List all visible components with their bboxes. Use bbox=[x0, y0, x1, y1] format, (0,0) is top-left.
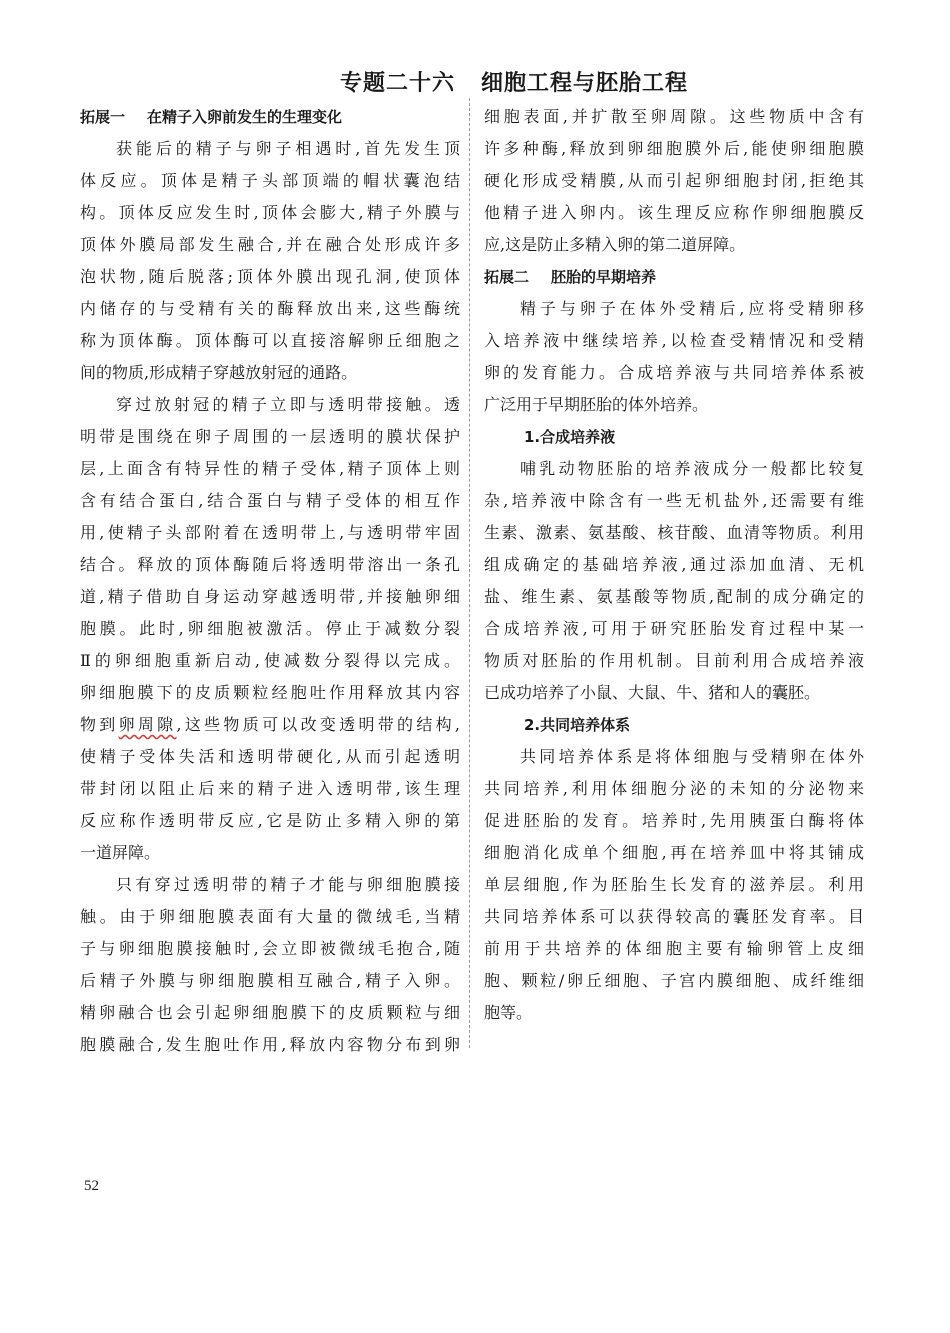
text-line: 精卵融合也会引起卵细胞膜下的皮质颗粒与细 bbox=[80, 1003, 460, 1022]
text-line: 杂,培养液中除含有一些无机盐外,还需要有维 bbox=[484, 491, 864, 510]
section-title: 在精子入卵前发生的生理变化 bbox=[147, 108, 343, 126]
left-column bbox=[80, 101, 460, 1061]
text-line: 用,使精子头部附着在透明带上,与透明带牢固 bbox=[80, 523, 460, 542]
text-line: 胞膜。此时,卵细胞被激活。停止于减数分裂 bbox=[80, 619, 460, 638]
text-line: 结合。释放的顶体酶随后将透明带溶出一条孔 bbox=[80, 555, 460, 574]
text-line: 后精子外膜与卵细胞膜相互融合,精子入卵。 bbox=[80, 971, 460, 990]
text-line: Ⅱ的卵细胞重新启动,使减数分裂得以完成。 bbox=[80, 651, 460, 670]
subheading-1: 1.合成培养液 bbox=[524, 428, 616, 446]
column-divider bbox=[469, 98, 470, 1048]
text-line bbox=[80, 709, 460, 741]
text-line: 带封闭以阻止后来的精子进入透明带,该生理 bbox=[80, 779, 460, 798]
text-line: 广泛用于早期胚胎的体外培养。 bbox=[484, 395, 709, 414]
text-line: 硬化形成受精膜,从而引起卵细胞封闭,拒绝其 bbox=[484, 171, 864, 190]
page-number: 52 bbox=[84, 1178, 99, 1194]
text-line: 卵的发育能力。合成培养液与共同培养体系被 bbox=[484, 363, 864, 382]
text-line: 共同培养体系可以获得较高的囊胚发育率。目 bbox=[484, 907, 864, 926]
text-line: 生素、激素、氨基酸、核苷酸、血清等物质。利用 bbox=[484, 523, 864, 542]
topic-number: 专题二十六 bbox=[340, 71, 456, 96]
text-line: 道,精子借助自身运动穿越透明带,并接触卵细 bbox=[80, 587, 460, 606]
text-line: 盐、维生素、氨基酸等物质,配制的成分确定的 bbox=[484, 587, 864, 606]
text-line: 顶体外膜局部发生融合,并在融合处形成许多 bbox=[80, 235, 460, 254]
text-line: 他精子进入卵内。该生理反应称作卵细胞膜反 bbox=[484, 203, 864, 222]
text-line: 单层细胞,作为胚胎生长发育的滋养层。利用 bbox=[484, 875, 864, 894]
text-line: 称为顶体酶。顶体酶可以直接溶解卵丘细胞之 bbox=[80, 331, 460, 350]
text-fragment: 物到 bbox=[80, 715, 119, 734]
section-label: 拓展一 bbox=[80, 108, 126, 126]
right-column bbox=[484, 101, 864, 1029]
text-line: 穿过放射冠的精子立即与透明带接触。透 bbox=[116, 395, 460, 414]
text-line: 胞膜融合,发生胞吐作用,释放内容物分布到卵 bbox=[80, 1035, 460, 1054]
text-line: 子与卵细胞膜接触时,会立即被微绒毛抱合,随 bbox=[80, 939, 460, 958]
text-line: 一道屏障。 bbox=[80, 843, 161, 862]
text-line: 物质对胚胎的作用机制。目前利用合成培养液 bbox=[484, 651, 864, 670]
text-line: 细胞表面,并扩散至卵周隙。这些物质中含有 bbox=[484, 107, 864, 126]
text-line: 只有穿过透明带的精子才能与卵细胞膜接 bbox=[116, 875, 460, 894]
text-fragment: ,这些物质可以改变透明带的结构, bbox=[176, 715, 460, 734]
text-line: 层,上面含有特异性的精子受体,精子顶体上则 bbox=[80, 459, 460, 478]
text-line: 含有结合蛋白,结合蛋白与精子受体的相互作 bbox=[80, 491, 460, 510]
marked-term: 卵周隙 bbox=[118, 715, 177, 734]
page-title bbox=[340, 66, 760, 97]
text-line: 间的物质,形成精子穿越放射冠的通路。 bbox=[80, 363, 358, 382]
section-title: 胚胎的早期培养 bbox=[551, 268, 657, 286]
text-line: 内储存的与受精有关的酶释放出来,这些酶统 bbox=[80, 299, 460, 318]
subheading-2: 2.共同培养体系 bbox=[524, 716, 631, 734]
text-line: 细胞消化成单个细胞,再在培养皿中将其铺成 bbox=[484, 843, 864, 862]
text-line: 获能后的精子与卵子相遇时,首先发生顶 bbox=[116, 139, 460, 158]
topic-name: 细胞工程与胚胎工程 bbox=[481, 71, 689, 96]
text-line: 许多种酶,释放到卵细胞膜外后,能使卵细胞膜 bbox=[484, 139, 864, 158]
text-line: 共同培养,利用体细胞分泌的未知的分泌物来 bbox=[484, 779, 864, 798]
text-line: 入培养液中继续培养,以检查受精情况和受精 bbox=[484, 331, 864, 350]
text-line: 应,这是防止多精入卵的第二道屏障。 bbox=[484, 235, 746, 254]
text-line: 促进胚胎的发育。培养时,先用胰蛋白酶将体 bbox=[484, 811, 864, 830]
text-line: 组成确定的基础培养液,通过添加血清、无机 bbox=[484, 555, 864, 574]
text-line: 卵细胞膜下的皮质颗粒经胞吐作用释放其内容 bbox=[80, 683, 460, 702]
text-line: 共同培养体系是将体细胞与受精卵在体外 bbox=[520, 747, 864, 766]
text-line: 精子与卵子在体外受精后,应将受精卵移 bbox=[520, 299, 864, 318]
text-line: 构。顶体反应发生时,顶体会膨大,精子外膜与 bbox=[80, 203, 460, 222]
text-line: 触。由于卵细胞膜表面有大量的微绒毛,当精 bbox=[80, 907, 460, 926]
text-line: 体反应。顶体是精子头部顶端的帽状囊泡结 bbox=[80, 171, 460, 190]
text-line: 反应称作透明带反应,它是防止多精入卵的第 bbox=[80, 811, 460, 830]
section-heading-2 bbox=[484, 261, 864, 293]
text-line: 已成功培养了小鼠、大鼠、牛、猪和人的囊胚。 bbox=[484, 683, 821, 702]
text-line: 泡状物,随后脱落;顶体外膜出现孔洞,使顶体 bbox=[80, 267, 460, 286]
text-line: 明带是围绕在卵子周围的一层透明的膜状保护 bbox=[80, 427, 460, 446]
text-line: 前用于共培养的体细胞主要有输卵管上皮细 bbox=[484, 939, 864, 958]
section-label: 拓展二 bbox=[484, 268, 530, 286]
text-line: 合成培养液,可用于研究胚胎发育过程中某一 bbox=[484, 619, 864, 638]
text-line: 使精子受体失活和透明带硬化,从而引起透明 bbox=[80, 747, 460, 766]
text-line: 胞、颗粒/卵丘细胞、子宫内膜细胞、成纤维细 bbox=[484, 971, 864, 990]
section-heading-1 bbox=[80, 101, 460, 133]
text-line: 哺乳动物胚胎的培养液成分一般都比较复 bbox=[520, 459, 864, 478]
text-line: 胞等。 bbox=[484, 1003, 533, 1022]
